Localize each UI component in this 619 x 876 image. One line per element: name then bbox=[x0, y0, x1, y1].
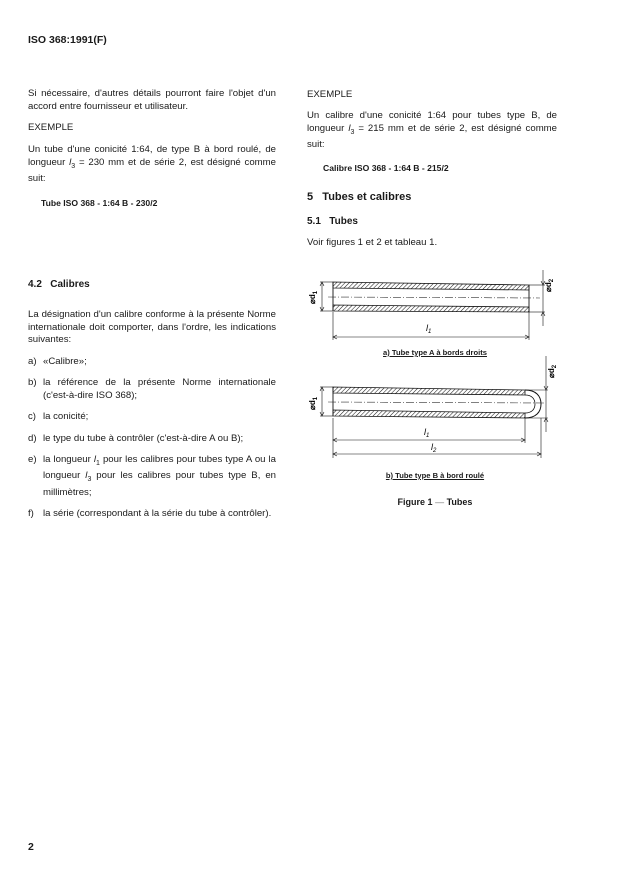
example-variable-sub: 3 bbox=[350, 128, 355, 136]
example-text-2: = 215 mm et de série 2, est désigné comme suit: bbox=[307, 122, 558, 150]
list-marker: a) bbox=[28, 355, 37, 367]
dim-label-d2: $⌀d_2$ bbox=[544, 278, 555, 292]
example-label: EXEMPLE bbox=[28, 122, 74, 133]
tube-type-a bbox=[308, 270, 555, 340]
section-heading bbox=[28, 279, 276, 290]
list-marker: c) bbox=[28, 411, 36, 422]
list-marker: b) bbox=[28, 377, 37, 388]
figure-caption-a: a) Tube type A à bords droits bbox=[383, 348, 487, 357]
tube-type-b bbox=[308, 356, 558, 458]
example-text-2: = 230 mm et de série 2, est désigné comme suit: bbox=[28, 156, 277, 184]
list-marker: e) bbox=[28, 454, 37, 465]
page-number: 2 bbox=[28, 841, 34, 853]
dim-label-d1: $⌀d_1$ bbox=[308, 396, 319, 410]
figure-title-text: Tubes bbox=[446, 497, 473, 507]
example-paragraph bbox=[307, 110, 557, 151]
list-text bbox=[43, 454, 276, 499]
example-variable: l bbox=[348, 122, 351, 134]
list-variable-sub: 1 bbox=[96, 459, 100, 467]
example-text-1: Un calibre d'une conicité 1:64 pour tubes type B, de longueur bbox=[307, 110, 557, 134]
list-item bbox=[28, 433, 276, 446]
tube-b-rolled-edge bbox=[525, 390, 541, 418]
figure-caption-b: b) Tube type B à bord roulé bbox=[385, 471, 485, 480]
list-item bbox=[28, 377, 276, 402]
section-title: Tubes bbox=[329, 216, 358, 228]
section-5-1-heading bbox=[307, 216, 557, 227]
tube-a-wall-top bbox=[333, 282, 529, 290]
list-item bbox=[28, 411, 276, 424]
list-variable-sub: 3 bbox=[87, 476, 92, 484]
tube-b-wall-bottom bbox=[333, 410, 525, 418]
section-number: 4.2 bbox=[28, 279, 42, 290]
section-number: 5.1 bbox=[307, 216, 321, 228]
figure-title-dash: — bbox=[435, 497, 445, 507]
list-variable: l bbox=[93, 454, 97, 465]
list-marker: f) bbox=[28, 508, 34, 520]
list-text-part: pour les calibres pour tubes type B, en millimètres; bbox=[43, 470, 276, 498]
section-intro: La désignation d'un calibre conforme à la présente Norme internationale doit comporter, dans l'ordre, les indications suivantes: bbox=[28, 309, 276, 345]
example-label: EXEMPLE bbox=[307, 89, 353, 100]
list-item bbox=[28, 356, 276, 369]
dim-label-d1: $⌀d_1$ bbox=[308, 290, 319, 304]
list-text: «Calibre»; bbox=[43, 355, 87, 367]
dim-label-l1: $l_1$ bbox=[424, 427, 430, 439]
tube-a-axis bbox=[328, 297, 540, 298]
figure-1-drawing bbox=[300, 268, 562, 482]
tube-b-axis bbox=[328, 402, 546, 403]
section-number: 5 bbox=[307, 191, 314, 204]
calibre-designation: Calibre ISO 368 - 1:64 B - 215/2 bbox=[323, 163, 449, 174]
list-text-part: la longueur bbox=[43, 454, 91, 465]
list-item bbox=[28, 454, 276, 499]
section-5-heading bbox=[307, 191, 557, 203]
tube-a-wall-bottom bbox=[333, 305, 529, 312]
list-text: la série (correspondant à la série du tube à contrôler). bbox=[43, 508, 272, 520]
tube-b-rolled-edge-inner bbox=[525, 395, 535, 413]
dim-label-d2: $⌀d_2$ bbox=[547, 364, 558, 378]
example-variable-sub: 3 bbox=[71, 162, 76, 170]
section-title: Calibres bbox=[50, 279, 90, 290]
example-text-1: Un tube d'une conicité 1:64, de type B à bord roulé, de longueur bbox=[28, 144, 276, 168]
tube-b-wall-top bbox=[333, 387, 525, 395]
section-5-1-text: Voir figures 1 et 2 et tableau 1. bbox=[307, 237, 438, 249]
example-variable: l bbox=[69, 156, 72, 168]
list-text: la référence de la présente Norme internationale (c'est-à-dire ISO 368); bbox=[43, 377, 276, 401]
list-marker: d) bbox=[28, 432, 37, 444]
right-column bbox=[307, 89, 557, 250]
list-item bbox=[28, 508, 276, 521]
dim-label-l1: $l_1$ bbox=[426, 323, 432, 335]
example-paragraph bbox=[28, 144, 276, 185]
figure-number: Figure 1 bbox=[397, 497, 433, 507]
list-text: le type du tube à contrôler (c'est-à-dire A ou B); bbox=[43, 432, 244, 444]
list-text-part: pour les calibres pour tubes type A ou la longueur bbox=[43, 454, 276, 482]
intro-paragraph: Si nécessaire, d'autres détails pourront faire l'objet d'un accord entre fournisseur et utilisateur. bbox=[28, 88, 276, 112]
left-column bbox=[28, 88, 276, 208]
section-4-2 bbox=[28, 279, 276, 521]
list-variable: l bbox=[85, 470, 88, 482]
document-header: ISO 368:1991(F) bbox=[28, 34, 107, 46]
dim-label-l2: $l_2$ bbox=[431, 442, 437, 454]
list-text: la conicité; bbox=[43, 411, 89, 422]
figure-title bbox=[340, 497, 530, 507]
section-title: Tubes et calibres bbox=[322, 191, 412, 204]
tube-designation: Tube ISO 368 - 1:64 B - 230/2 bbox=[41, 198, 158, 209]
